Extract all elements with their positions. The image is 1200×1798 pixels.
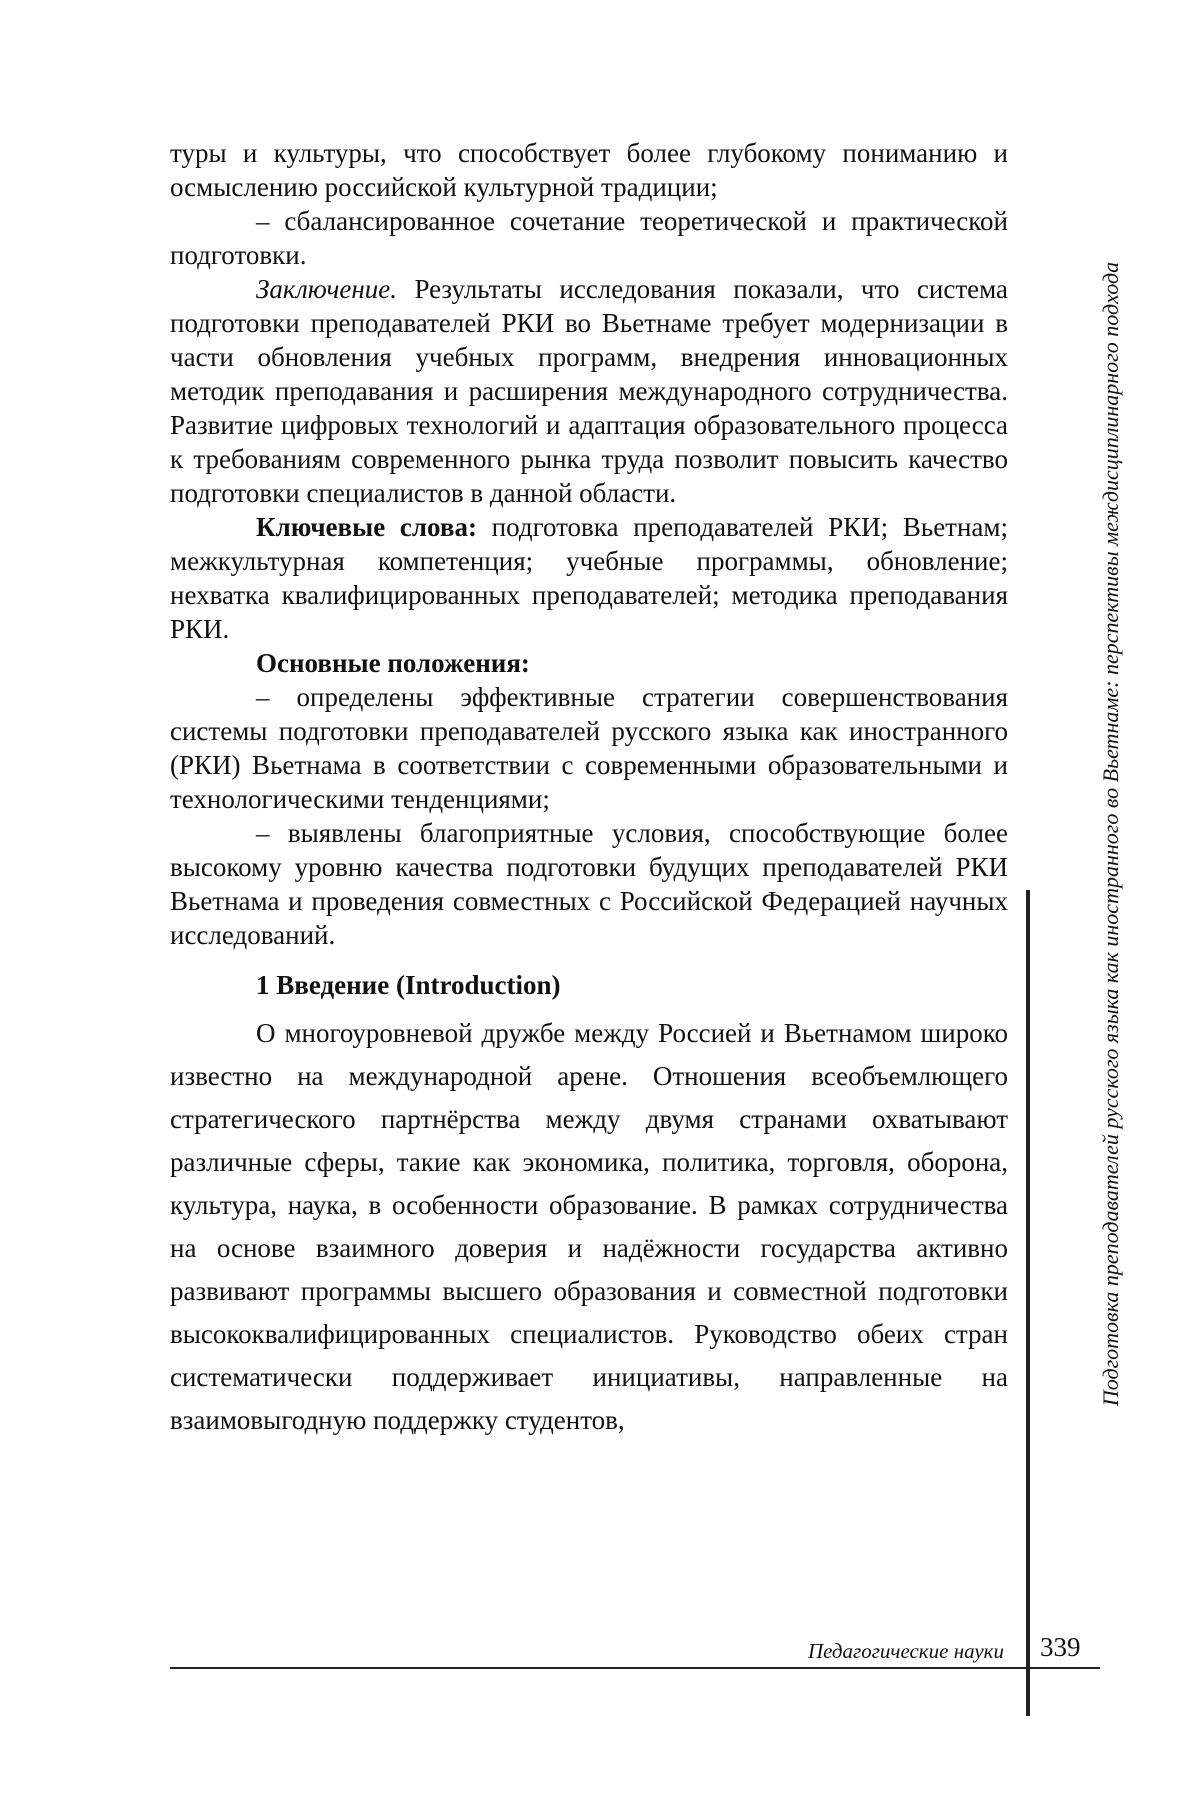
conclusion-label: Заключение. bbox=[256, 274, 397, 304]
paragraph-continuation: туры и культуры, что способствует более глубокому пониманию и осмыслению российской культурной традиции; bbox=[170, 136, 1008, 204]
article-body bbox=[170, 136, 1008, 1442]
page-number: 339 bbox=[1040, 1630, 1081, 1664]
keywords-label: Ключевые слова: bbox=[256, 512, 477, 542]
introduction-paragraph: О многоуровневой дружбе между Россией и Вьетнамом широко известно на международной арене. Отношения всеобъемлющего стратегического партнёрства между двумя странами охватывают различные сферы, такие как экономика, политика, торговля, оборона, культура, наука, в особенности образование. В рамках сотрудничества на основе взаимного доверия и надёжности государства активно развивают программы высшего образования и совместной подготовки высококвалифицированных специалистов. Руководство обеих стран систематически поддерживает инициативы, направленные на взаимовыгодную поддержку студентов, bbox=[170, 1012, 1008, 1442]
keywords-paragraph bbox=[170, 510, 1008, 646]
list-item-balanced-training: – сбалансированное сочетание теоретической и практической подготовки. bbox=[170, 204, 1008, 272]
conclusion-text: Результаты исследования показали, что система подготовки преподавателей РКИ во Вьетнаме требует модернизации в части обновления учебных программ, внедрения инновационных методик преподавания и расширения международного сотрудничества. Развитие цифровых технологий и адаптация образовательного процесса к требованиям современного рынка труда позволит повысить качество подготовки специалистов в данной области. bbox=[170, 274, 1008, 508]
highlight-item-1: – определены эффективные стратегии совершенствования системы подготовки преподавателей русского языка как иностранного (РКИ) Вьетнама в соответствии с современными образовательными и технологическими тенденциями; bbox=[170, 680, 1008, 816]
footer-rule bbox=[170, 1667, 1100, 1669]
margin-rule bbox=[1026, 890, 1030, 1716]
running-head: Подготовка преподавателей русского языка как иностранного во Вьетнаме: перспективы междисциплинарного подхода bbox=[1093, 194, 1129, 1474]
conclusion-paragraph bbox=[170, 272, 1008, 510]
footer-section-name: Педагогические науки bbox=[720, 1637, 1004, 1665]
keywords-text: подготовка преподавателей РКИ; Вьетнам; межкультурная компетенция; учебные программы, обновление; нехватка квалифицированных преподавателей; методика преподавания РКИ. bbox=[170, 512, 1008, 644]
highlights-label: Основные положения: bbox=[170, 646, 1008, 680]
section-heading: 1 Введение (Introduction) bbox=[170, 968, 1008, 1002]
highlight-item-2: – выявлены благоприятные условия, способствующие более высокому уровню качества подготовки будущих преподавателей РКИ Вьетнама и проведения совместных с Российской Федерацией научных исследований. bbox=[170, 816, 1008, 952]
